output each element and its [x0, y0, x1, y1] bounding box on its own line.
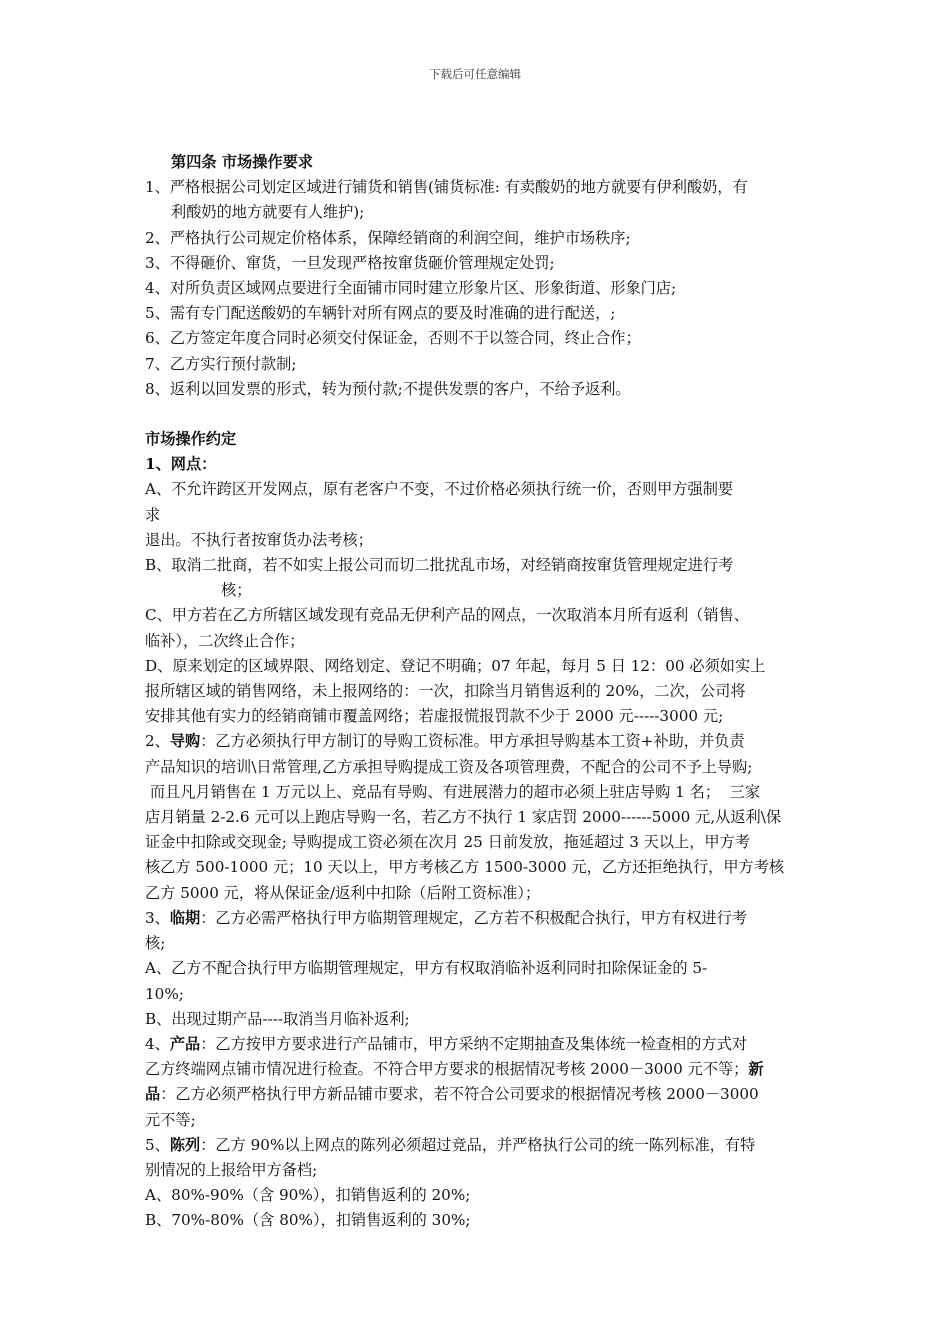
paragraph-line: 证金中扣除或交现金; 导购提成工资必须在次月 25 日前发放，拖延超过 3 天以上，甲方考 [145, 833, 750, 852]
paragraph-line: 乙方 5000 元，将从保证金/返利中扣除（后附工资标准）； [145, 883, 541, 902]
paragraph-line: 临补），二次终止合作； [145, 631, 305, 650]
subsection-heading: 1、网点： [145, 455, 217, 474]
list-item: 4、对所负责区域网点要进行全面铺市同时建立形象片区、形象街道、形象门店; [145, 279, 677, 298]
item-number: 4、 [145, 1034, 170, 1053]
item-label: 临期 [169, 908, 201, 927]
list-item: 1、严格根据公司划定区域进行铺货和销售(铺货标准: 有卖酸奶的地方就要有伊利酸奶，有 [145, 178, 748, 197]
section-title: 第四条 市场操作要求 [171, 153, 313, 171]
paragraph-line [145, 1032, 813, 1057]
paragraph-line [145, 1133, 813, 1158]
paragraph-line: A、乙方不配合执行甲方临期管理规定，甲方有权取消临补返利同时扣除保证金的 5- [145, 959, 708, 978]
item-text: ：乙方必须严格执行甲方新品铺市要求，若不符合公司要求的根据情况考核 2000－3000 [160, 1085, 759, 1104]
paragraph-line: C、甲方若在乙方所辖区域发现有竞品无伊利产品的网点，一次取消本月所有返利（销售、 [145, 606, 749, 625]
list-item: 3、不得砸价、窜货，一旦发现严格按窜货砸价管理规定处罚; [145, 253, 555, 272]
item-text: ：乙方必需严格执行甲方临期管理规定，乙方若不积极配合执行，甲方有权进行考 [200, 908, 747, 927]
paragraph-line: B、取消二批商，若不如实上报公司而切二批扰乱市场，对经销商按窜货管理规定进行考 [145, 556, 734, 575]
list-item: 8、返利以回发票的形式，转为预付款;不提供发票的客户，不给予返利。 [145, 379, 631, 398]
paragraph-line: 产品知识的培训\日常管理,乙方承担导购提成工资及各项管理费，不配合的公司不予上导购; [145, 757, 753, 776]
item-number: 5、 [145, 1135, 170, 1154]
paragraph-line [145, 1082, 813, 1107]
paragraph-line: 店月销量 2-2.6 元可以上跑店导购一名，若乙方不执行 1 家店罚 2000------5000 元,从返利\保 [145, 808, 782, 827]
paragraph-line: 10%; [145, 984, 184, 1003]
paragraph-line: D、原来划定的区域界限、网络划定、登记不明确；07 年起，每月 5 日 12：00 必须如实上 [145, 656, 766, 675]
item-label: 品 [145, 1085, 161, 1104]
paragraph-line [145, 1057, 813, 1082]
spacer [145, 402, 813, 427]
paragraph-line: 报所辖区域的销售网络，未上报网络的：一次，扣除当月销售返利的 20%，二次，公司将 [145, 682, 746, 701]
paragraph-line: 核； [221, 581, 252, 600]
list-item: 5、需有专门配送酸奶的车辆针对所有网点的要及时准确的进行配送，; [145, 304, 616, 323]
item-text: ：乙方必须执行甲方制订的导购工资标准。甲方承担导购基本工资+补助，并负责 [200, 732, 745, 751]
paragraph-line: 核乙方 500-1000 元；10 天以上，甲方考核乙方 1500-3000 元，乙方还拒绝执行，甲方考核 [145, 858, 785, 877]
paragraph-line: 而且凡月销售在 1 万元以上、竞品有导购、有进展潜力的超市必须上驻店导购 1 名； 三家 [145, 782, 761, 801]
item-label: 陈列 [169, 1135, 201, 1154]
item-label: 产品 [169, 1034, 201, 1053]
paragraph-line: B、出现过期产品----取消当月临补返利; [145, 1009, 410, 1028]
paragraph-line: 退出。不执行者按窜货办法考核； [145, 530, 373, 549]
paragraph-line: 安排其他有实力的经销商铺市覆盖网络；若虚报慌报罚款不少于 2000 元-----3000 元; [145, 707, 724, 726]
paragraph-line: 求 [145, 505, 161, 524]
paragraph-line [145, 729, 813, 754]
paragraph-line: 核; [145, 934, 166, 953]
paragraph-line: 别情况的上报给甲方备档; [145, 1160, 318, 1179]
paragraph-line: 元不等; [145, 1110, 196, 1129]
list-item-continuation: 利酸奶的地方就要有人维护); [171, 203, 365, 222]
list-item: 2、严格执行公司规定价格体系，保障经销商的利润空间，维护市场秩序; [145, 228, 631, 247]
item-number: 2、 [145, 732, 170, 751]
paragraph-line: A、80%-90%（含 90%），扣销售返利的 20%; [145, 1186, 471, 1205]
section-title: 市场操作约定 [145, 430, 237, 449]
paragraph-line [145, 906, 813, 931]
paragraph-line: B、70%-80%（含 80%），扣销售返利的 30%; [145, 1211, 471, 1230]
document-body [145, 150, 813, 1234]
item-label: 导购 [169, 732, 201, 751]
list-item: 7、乙方实行预付款制; [145, 354, 297, 373]
paragraph-line: A、不允许跨区开发网点，原有老客户不变，不过价格必须执行统一价，否则甲方强制要 [145, 480, 734, 499]
list-item: 6、乙方签定年度合同时必须交付保证金，否则不于以签合同，终止合作； [145, 329, 641, 348]
item-text: ：乙方按甲方要求进行产品铺市，甲方采纳不定期抽查及集体统一检查相的方式对 [200, 1034, 747, 1053]
item-label: 新 [748, 1060, 764, 1079]
page-header: 下载后可任意编辑 [429, 67, 521, 81]
item-text: ：乙方 90%以上网点的陈列必须超过竞品，并严格执行公司的统一陈列标准，有特 [200, 1135, 756, 1154]
item-number: 3、 [145, 908, 170, 927]
item-text: 乙方终端网点铺市情况进行检查。不符合甲方要求的根据情况考核 2000－3000 元不等； [145, 1060, 749, 1079]
